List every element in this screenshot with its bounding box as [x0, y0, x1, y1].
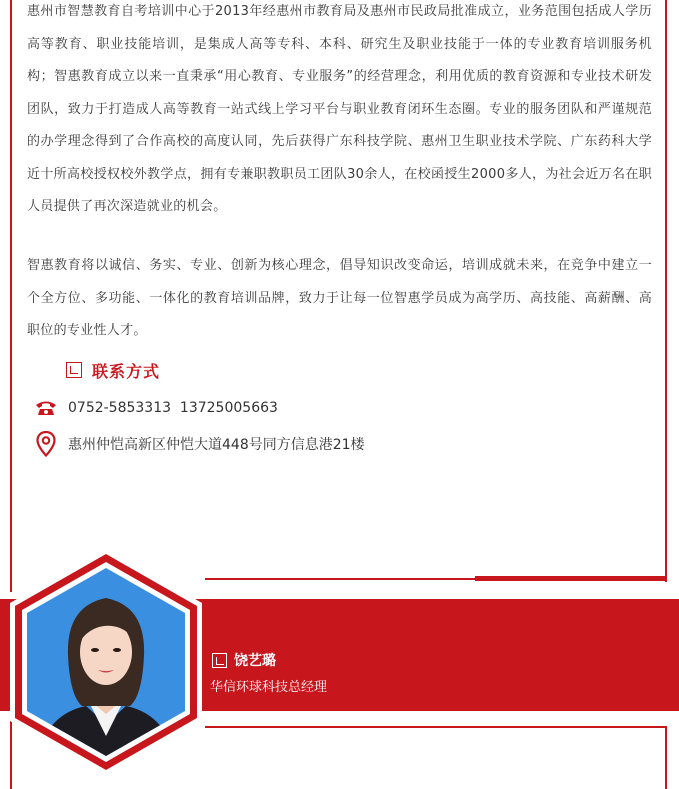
address-text: 惠州仲恺高新区仲恺大道448号同方信息港21楼 [68, 437, 365, 453]
phone-icon [34, 396, 58, 420]
profile-title: 华信环球科技总经理 [210, 680, 328, 695]
profile-name: 饶艺璐 [234, 653, 276, 669]
frame-left-line [10, 0, 12, 592]
frame-right-line [665, 0, 667, 582]
contact-address-row [34, 432, 365, 456]
contact-phone-row [34, 396, 278, 420]
contact-title-text: 联系方式 [92, 361, 161, 381]
lower-frame-top-line [205, 726, 667, 728]
phone-number: 0752-5853313 13725005663 [68, 400, 278, 416]
intro-paragraph-1: 惠州市智慧教育自考培训中心于2013年经惠州市教育局及惠州市民政局批准成立，业务范围包括成人学历高等教育、职业技能培训，是集成人高等专科、本科、研究生及职业技能于一体的专业教育培训服务机构；智惠教育成立以来一直秉承“用心教育、专业服务”的经营理念，利用优质的教育资源和专业技术研发团队，致力于打造成人高等教育一站式线上学习平台与职业教育闭环生态圈。专业的服务团队和严谨规范的办学理念得到了合作高校的高度认同，先后获得广东科技学院、惠州卫生职业技术学院、广东药科大学近十所高校授权校外教学点，拥有专兼职教职员工团队30余人，在校函授生2000多人，为社会近万名在职人员提供了再次深造就业的机会。 [27, 4, 652, 214]
contact-section-title [66, 358, 160, 382]
square-bullet-icon [212, 653, 227, 668]
profile-photo-hexagon [6, 546, 206, 778]
square-bullet-icon [66, 362, 82, 378]
lower-frame-right-line [665, 726, 667, 789]
frame-bottom-accent [475, 576, 667, 581]
location-pin-icon [34, 432, 58, 456]
intro-paragraph-2: 智惠教育将以诚信、务实、专业、创新为核心理念，倡导知识改变命运，培训成就未来，在竞争中建立一个全方位、多功能、一体化的教育培训品牌，致力于让每一位智惠学员成为高学历、高技能、高薪酬、高职位的专业性人才。 [27, 258, 652, 338]
profile-name-row [212, 650, 276, 670]
